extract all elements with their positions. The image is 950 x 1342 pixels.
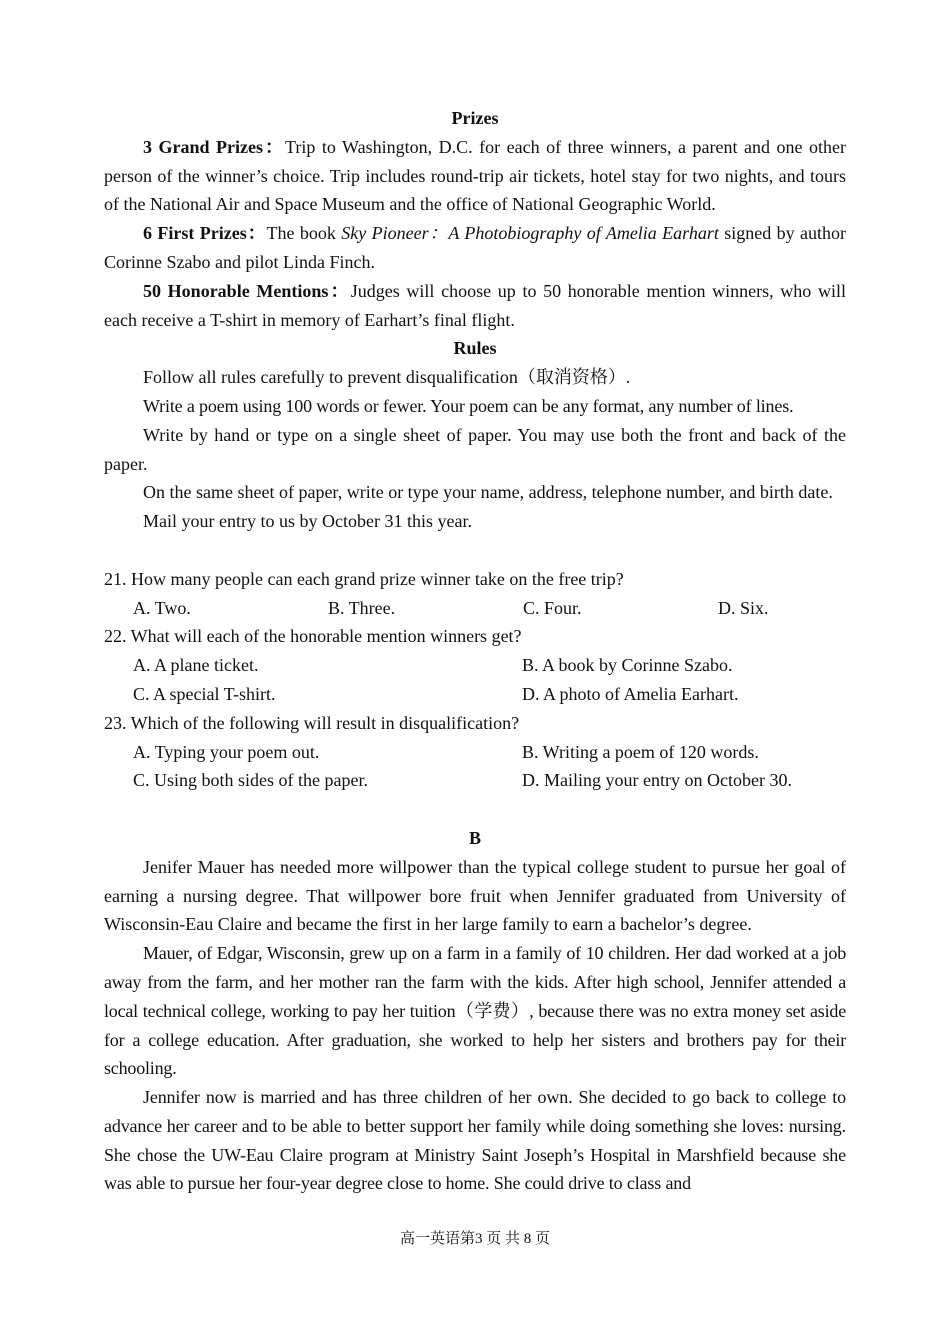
passage-b-paragraph: Mauer, of Edgar, Wisconsin, grew up on a farm in a family of 10 children. Her dad worked at a job away from the farm, and her mother ran the farm with the kids. After high school, Jennifer attended a local technical college, working to pay her tuition（学费）, because there was no extra money set aside for a college education. After graduation, she worked to help her sisters and brothers pay for their schooling. [104, 943, 846, 1079]
book-title: Sky Pioneer：A Photobiography of Amelia Earhart [341, 223, 719, 244]
option-b: B. A book by Corinne Szabo. [522, 655, 733, 676]
spacer [104, 536, 846, 565]
page-footer: 高一英语第3 页 共 8 页 [399, 1231, 550, 1247]
spacer [104, 795, 846, 824]
question-22-options-row1 [104, 651, 846, 680]
option-c: C. A special T-shirt. [133, 683, 276, 704]
rule-item: Write by hand or type on a single sheet of paper. You may use both the front and back of the paper. [104, 424, 846, 474]
option-a: A. Two. [133, 597, 191, 618]
prizes-heading: Prizes [451, 108, 499, 128]
option-b: B. Writing a poem of 120 words. [522, 741, 759, 762]
option-d: D. Six. [718, 597, 769, 618]
honorable-mentions-text: Judges will choose up to 50 honorable mention winners, who will each receive a T-shirt in memory of Earhart’s final flight. [104, 280, 846, 330]
first-prizes-paragraph [104, 219, 846, 277]
rule-item: Follow all rules carefully to prevent disqualification（取消资格）. [143, 367, 631, 388]
option-c: C. Using both sides of the paper. [133, 770, 368, 791]
passage-b-paragraph: Jenifer Mauer has needed more willpower than the typical college student to pursue her goal of earning a nursing degree. That willpower bore fruit when Jennifer graduated from University of Wisconsin-Eau Claire and became the first in her large family to earn a bachelor’s degree. [104, 856, 846, 935]
passage-b-paragraph: Jennifer now is married and has three children of her own. She decided to go back to college to advance her career and to be able to better support her family while doing something she loves: nursing. She chose the UW-Eau Claire program at Ministry Saint Joseph’s Hospital in Marshfield because she was able to pursue her four-year degree close to home. She could drive to class and [104, 1087, 846, 1194]
question-23-options-row2 [104, 766, 846, 795]
question-21-stem: 21. How many people can each grand prize winner take on the free trip? [104, 568, 624, 589]
grand-prizes-text: Trip to Washington, D.C. for each of three winners, a parent and one other person of the winner’s choice. Trip includes round-trip air tickets, hotel stay for two nights, and tours of the National Air and Space Museum and the office of National Geographic World. [104, 136, 847, 215]
question-22-stem: 22. What will each of the honorable mention winners get? [104, 626, 522, 647]
rule-item: On the same sheet of paper, write or type your name, address, telephone number, and birth date. [143, 482, 833, 503]
first-prizes-post: signed by author Corinne Szabo and pilot Linda Finch. [104, 223, 846, 272]
option-d: D. A photo of Amelia Earhart. [522, 683, 739, 704]
honorable-mentions-paragraph [104, 277, 846, 335]
grand-prizes-paragraph [104, 133, 846, 219]
passage-b-heading: B [468, 827, 481, 848]
question-23-options-row1 [104, 738, 846, 767]
question-23-stem: 23. Which of the following will result in disqualification? [104, 712, 520, 733]
honorable-mentions-label: 50 Honorable Mentions： [143, 280, 351, 301]
option-b: B. Three. [328, 597, 396, 618]
first-prizes-label: 6 First Prizes： [143, 223, 267, 244]
first-prizes-pre: The book [266, 223, 342, 244]
option-a: A. Typing your poem out. [133, 741, 320, 762]
page-content [104, 104, 846, 1198]
rule-item: Write a poem using 100 words or fewer. Your poem can be any format, any number of lines. [143, 395, 794, 416]
rule-item: Mail your entry to us by October 31 this year. [143, 511, 472, 532]
question-21-options [104, 594, 846, 623]
option-d: D. Mailing your entry on October 30. [522, 770, 792, 791]
option-a: A. A plane ticket. [133, 655, 259, 676]
rules-heading: Rules [453, 338, 497, 359]
grand-prizes-label: 3 Grand Prizes： [143, 136, 286, 157]
question-22-options-row2 [104, 680, 846, 709]
option-c: C. Four. [523, 597, 582, 618]
